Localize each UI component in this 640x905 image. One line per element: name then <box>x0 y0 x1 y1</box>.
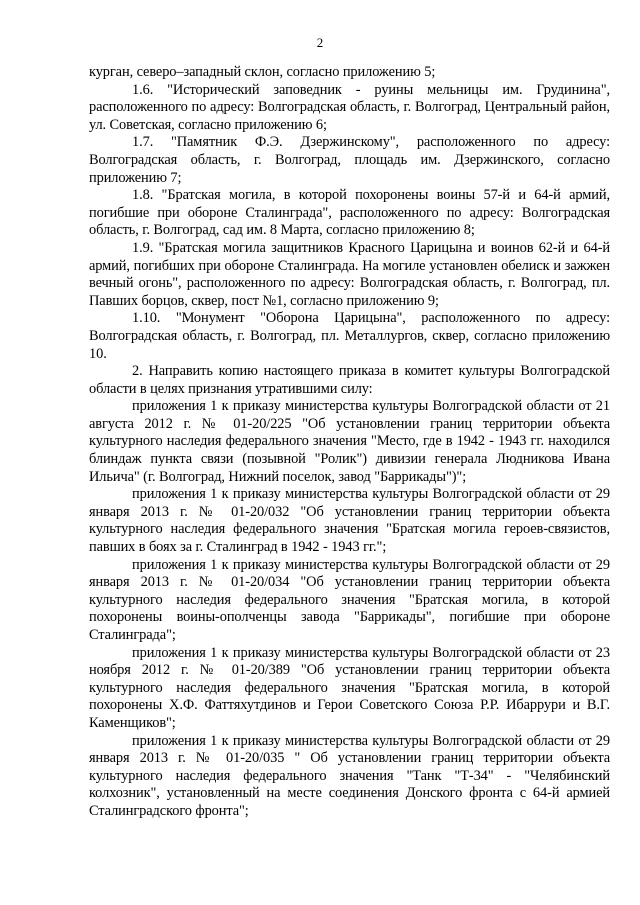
paragraph-continuation: курган, северо–западный склон, согласно приложению 5; <box>89 64 436 80</box>
paragraph-appendix-389: приложения 1 к приказу министерства культуры Волгоградской области от 23 ноября 2012 г. № 01-20/389 "Об установлении границ территории объекта культурного наследия федерального значения "Братская могила, в которой похоронены Х.Ф. Фаттяхутдинов и Герои Советского Союза Р.Р. Ибаррури и В.Г. Каменщиков"; <box>89 644 610 731</box>
paragraph-appendix-034: приложения 1 к приказу министерства культуры Волгоградской области от 29 января 2013 г. № 01-20/034 "Об установлении границ территории объекта культурного наследия федерального значения "Братская могила, в которой похоронены воины-ополченцы завода "Баррикады", погибшие при обороне Сталинграда"; <box>89 556 610 643</box>
paragraph-item-2: 2. Направить копию настоящего приказа в комитет культуры Волгоградской области в целях признания утратившими силу: <box>89 363 610 397</box>
paragraph-item-1-8: 1.8. "Братская могила, в которой похоронены воины 57-й и 64-й армий, погибшие при обороне Сталинграда", расположенного по адресу: Волгоградская область, г. Волгоград, сад им. 8 Марта, согласно приложению 8; <box>89 187 610 239</box>
paragraph-item-1-6: 1.6. "Исторический заповедник - руины мельницы им. Грудинина", расположенного по адресу: Волгоградская область, г. Волгоград, Центральный район, ул. Советская, согласно приложению 6; <box>89 81 610 133</box>
paragraph-item-1-7: 1.7. "Памятник Ф.Э. Дзержинскому", расположенного по адресу: Волгоградская область, г. Волгоград, площадь им. Дзержинского, согласно приложению 7; <box>89 134 610 186</box>
paragraph-appendix-032: приложения 1 к приказу министерства культуры Волгоградской области от 29 января 2013 г. № 01-20/032 "Об установлении границ территории объекта культурного наследия федерального значения "Братская могила героев-связистов, павших в боях за г. Сталинград в 1942 - 1943 гг."; <box>89 486 610 556</box>
paragraph-appendix-225: приложения 1 к приказу министерства культуры Волгоградской области от 21 августа 2012 г. № 01-20/225 "Об установлении границ территории объекта культурного наследия федерального значения "Место, где в 1942 - 1943 гг. находился блиндаж пункта связи (позывной "Ролик") дивизии генерала Людникова Ивана Ильича" (г. Волгоград, Нижний поселок, завод "Баррикады")"; <box>89 398 610 485</box>
paragraph-item-1-9: 1.9. "Братская могила защитников Красного Царицына и воинов 62-й и 64-й армий, погибших при обороне Сталинграда. На могиле установлен обелиск и зажжен вечный огонь", расположенного по адресу: Волгоградская область, г. Волгоград, пл. Павших борцов, сквер, пост №1, согласно приложению 9; <box>89 239 610 309</box>
page-number: 2 <box>316 35 324 50</box>
paragraph-item-1-10: 1.10. "Монумент "Оборона Царицына", расположенного по адресу: Волгоградская область, г. Волгоград, пл. Металлургов, сквер, согласно приложению 10. <box>89 310 610 362</box>
document-body <box>89 64 610 821</box>
paragraph-appendix-035: приложения 1 к приказу министерства культуры Волгоградской области от 29 января 2013 г. № 01-20/035 " Об установлении границ территории объекта культурного наследия федерального значения "Танк "Т-34" - "Челябинский колхозник", установленный на месте соединения Донского фронта с 64-й армией Сталинградского фронта"; <box>89 732 610 819</box>
